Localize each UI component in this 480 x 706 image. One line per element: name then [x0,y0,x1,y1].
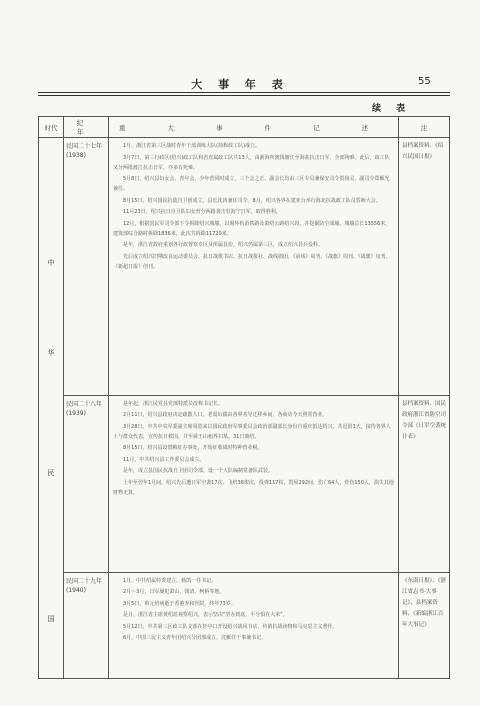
event-entry: 1月，中共绍属特委建立，杨凯一任书记。 [123,577,217,584]
column-header-events: 重 大 事 件 记 述 [109,117,399,138]
continued-label: 续 表 [372,104,412,114]
period-char: 民 [47,469,55,477]
events-table [38,116,450,679]
event-entry: 是年，成立县国民抗战自卫团司令部，设一个大队编制常备队武装。 [123,468,274,475]
events-cell [109,395,399,572]
event-entry: 8月15日，绍兴国民抗敌自卫团成立，县长沈涛兼任司令。8月，绍兴各界在建亚台举行海北抗战政工队员誓师大会。 [123,197,381,204]
column-header-notes: 注 [399,117,450,138]
event-entry: 1月，浙江省第三区战时青年干部训练大队(简称政工队)成立。 [123,143,261,149]
table-row [39,572,450,678]
events-cell [109,572,399,678]
period-char: 国 [47,615,55,623]
table-row [39,138,450,396]
column-header-year: 纪 年 [64,117,109,138]
header-rule [38,92,450,93]
year-cell: 民国二十七年 (1938) [64,138,109,396]
event-entry: 2月～3月，日军屡犯萧山，钱清、柯桥等地。 [123,589,225,596]
event-entry: 3月28日，中共中央军委副主席周恩来以国民政府军事委员会政治部副部长身份自重庆抵达绍兴，共逗留3天，接待各界人士与群众代表，宣传抗日救国，并至舜王山租界扫墓。31日离绍。 [113,423,391,440]
period-cell [39,138,64,679]
period-char: 中 [47,259,55,267]
column-header-period: 时代 [39,117,64,138]
table-row [39,395,450,572]
event-entry: 是年起，浙江民党县党部特派员改称书记长。 [123,400,224,407]
running-header-title: 大 事 年 表 [191,78,289,91]
events-cell [109,138,399,396]
notes-cell: 县档案资料、国民政府浙江省防空司令部《日军空袭统计表》 [399,395,450,572]
event-entry: 是年，浙江省政府重划各行政督察专区及所属县份，绍兴仍属第三区，成立绍兴县兵役科。 [123,242,324,248]
event-entry: 先后成立绍兴旧期改良运动委员会、抗日战歌书店、抗日战报社、战线剧团，《前线》周刊、《战旗》周刊、《战旗》旬刊、《新超日报》创刊。 [113,253,391,270]
event-entry: 2月11日，绍兴县政府决定疏散人口，老弱妇孺由各界劝导迁移乡间，各商店今天照常营业。 [123,412,328,419]
event-entry: 5月12日，中共第三区政工队支部在轩亭口开设绍兴战风书店，传销抗战读物和马克思主义著作。 [123,623,338,630]
event-entry: 5月8日，绍兴县妇女会、青年会、少年营同时成立，三个会之正、副会长均由三区专员兼保安司令贺扬灵、副司令郑雁光兼任。 [113,176,390,192]
notes-cell: 《东南日报》、《浙江省志书·大事记》、县档案资料、《新编浙江百年大事记》 [399,572,450,678]
table-header-row [39,117,450,138]
event-entry: 6月，中国三民主义青年团绍兴分团部成立，沈雁任干事兼书记。 [123,635,267,642]
period-char: 华 [47,349,55,357]
year-cell: 民国二十九年 (1940) [64,572,109,678]
notes-cell: 县档案资料、《绍兴民国日报》 [399,138,450,396]
header-rule-thin [38,95,450,96]
event-entry: 上年至翌年1月间，绍兴先后遭日军空袭17次，飞机36架次，投弹117枚，毁屋292间，伤亡64人，炸伤150人，损失其他财物无算。 [113,479,394,496]
event-entry: 8月15日，绍兴县设置粮征办事处，开始征收战时特种营业税。 [123,445,263,452]
event-entry: 11月，中共绍兴县工作委员会成立。 [123,456,205,463]
event-entry: 12月，根据国民军司令部下令拆除绍兴城墙，以遏坏杭甬铁路及萧绍公路绍兴段，并挖掘防空战壕。城墙总长13556米，建筑部综合路时拆除1836米，此次共拆除11720米。 [113,220,391,237]
event-entry: 是月，浙江省主席黄绍竑视察绍兴，表示坚决"坚办到底，平分俱在大米"。 [123,612,288,619]
event-entry: 3月7日，第三行政区(绍兴)政工队和省直属政工队共13人，由浙海所渡钱塘江至海盐抗击日军，全部殉难。此后，政工队又分两批渡江抗击日军，亦多有死难。 [113,154,390,171]
year-cell: 民国二十八年 (1939) [64,395,109,572]
event-entry: 11月23日，绍兴抗日自卫队妇女营分两路袭击驻海宁日军，取得胜利。 [123,209,281,215]
page-number: 55 [418,76,431,87]
event-entry: 3月5日，蔡元培病逝于香港养和医院，终年73岁。 [123,600,236,607]
